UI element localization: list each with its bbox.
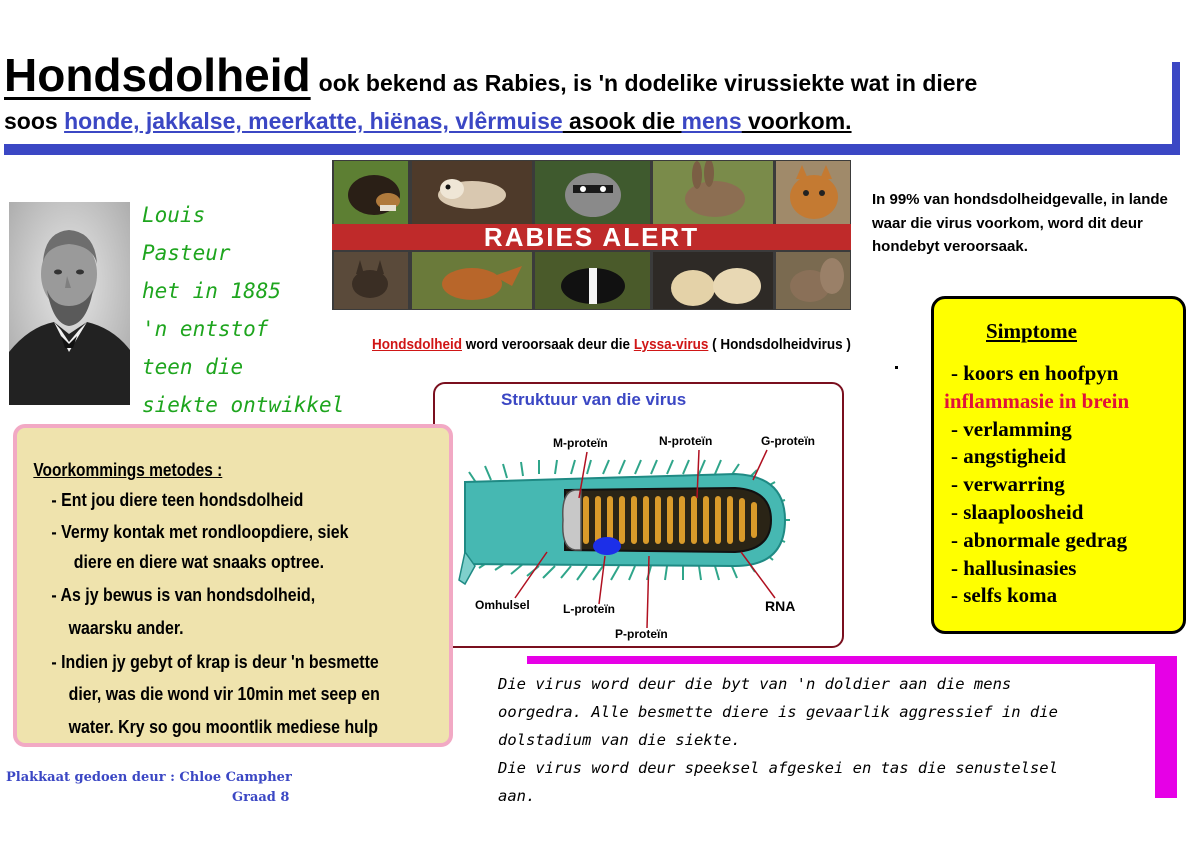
raccoon-icon: [535, 161, 650, 224]
l-protein-blob: [593, 537, 621, 555]
title-line2-end: voorkom.: [741, 108, 852, 134]
label-rna: RNA: [765, 598, 796, 614]
symptom-item: - verwarring: [951, 472, 1065, 497]
label-omhulsel: Omhulsel: [475, 598, 530, 612]
page-title: Hondsdolheid: [4, 49, 311, 101]
symptoms-box: [931, 296, 1186, 634]
transmission-line: Die virus word deur die byt van 'n doldier aan die mens: [498, 675, 1012, 693]
prevention-line: diere en diere wat snaaks optree.: [73, 551, 325, 572]
skunk-icon: [535, 252, 650, 309]
rabbit-photo: [653, 161, 773, 224]
mens-link[interactable]: mens: [681, 108, 742, 134]
labrador-photo: [653, 252, 773, 309]
fox-icon: [412, 252, 532, 309]
raccoon-photo: [535, 161, 650, 224]
bat-photo: [334, 252, 408, 309]
pasteur-text: [142, 196, 344, 424]
symptom-item: inflammasie in brein: [944, 388, 1130, 413]
title-line-2: [4, 108, 852, 135]
stray-dot: [895, 366, 898, 369]
header-bar-bottom: [4, 144, 1180, 155]
pasteur-line: siekte ontwikkel: [142, 393, 345, 417]
squirrel-photo: [776, 252, 850, 309]
fox-photo: [412, 252, 532, 309]
rabies-alert-band: [332, 221, 851, 252]
symptom-item: - angstigheid: [951, 444, 1066, 469]
ferret-icon: [412, 161, 532, 224]
prevention-line: - Ent jou diere teen hondsdolheid: [51, 489, 304, 510]
prevention-line: - Vermy kontak met rondloopdiere, siek: [51, 521, 349, 542]
cat-photo: [776, 161, 850, 224]
symptom-item: - verlamming: [951, 416, 1072, 441]
dog-icon: [334, 161, 408, 224]
nucleoprotein-coils: [583, 496, 757, 544]
credit-grade: Graad 8: [232, 790, 290, 805]
virus-cap: [563, 490, 581, 550]
rabies-alert-collage: [332, 160, 851, 310]
pasteur-line: 'n entstof: [142, 317, 269, 341]
title-line-1: [4, 48, 977, 102]
label-n-protein: N-proteïn: [659, 434, 713, 448]
symptom-item: - abnormale gedrag: [951, 527, 1128, 552]
cause-line: [372, 336, 851, 353]
title-rest: ook bekend as Rabies, is 'n dodelike virussiekte wat in diere: [318, 70, 978, 96]
credit-author: Plakkaat gedoen deur : Chloe Campher: [6, 770, 292, 785]
transmission-line: aan.: [498, 787, 536, 805]
label-g-protein: G-proteïn: [761, 434, 815, 448]
squirrel-icon: [776, 252, 850, 309]
prevention-line: waarsku ander.: [68, 617, 184, 638]
symptom-item: - selfs koma: [951, 583, 1058, 608]
cat-icon: [776, 161, 850, 224]
transmission-line: oorgedra. Alle besmette diere is gevaarlik aggressief in die: [498, 703, 1058, 721]
cause-end: ( Hondsdolheidvirus ): [708, 336, 851, 353]
label-l-protein: L-proteïn: [563, 602, 615, 616]
symptoms-list: [944, 360, 1130, 610]
pasteur-line: Louis: [142, 203, 206, 227]
symptom-item: - hallusinasies: [951, 555, 1077, 580]
skunk-photo: [535, 252, 650, 309]
ferret-photo: [412, 161, 532, 224]
prevention-line: - Indien jy gebyt of krap is deur 'n besmette: [51, 651, 379, 672]
dog-photo: [334, 161, 408, 224]
rabbit-icon: [653, 161, 773, 224]
symptoms-title: Simptome: [986, 319, 1077, 343]
pasteur-portrait-drawing: [9, 202, 130, 405]
prevention-line: dier, was die wond vir 10min met seep en: [68, 683, 380, 704]
transmission-line: Die virus word deur speeksel afgeskei en tas die senustelsel: [498, 759, 1058, 777]
symptom-item: - slaaploosheid: [951, 499, 1084, 524]
cause-virus: Lyssa-virus: [633, 336, 709, 353]
title-line2-mid: asook die: [562, 108, 682, 134]
magenta-bar-right: [1155, 656, 1177, 798]
cause-term: Hondsdolheid: [372, 336, 462, 353]
animals-link[interactable]: honde, jakkalse, meerkatte, hiënas, vlêrmuise: [64, 108, 563, 134]
cause-mid: word veroorsaak deur die: [462, 336, 634, 353]
labrador-icon: [653, 252, 773, 309]
pasteur-line: Pasteur: [142, 241, 231, 265]
prevention-line: water. Kry so gou moontlik mediese hulp: [68, 716, 379, 737]
percent-text: In 99% van hondsdolheidgevalle, in lande waar die virus voorkom, word dit deur hondebyt veroorsaak.: [872, 191, 1168, 255]
virus-title: Struktuur van die virus: [501, 390, 687, 409]
label-m-protein: M-proteïn: [553, 436, 608, 450]
title-line2-prefix: soos: [4, 108, 65, 134]
bat-icon: [334, 252, 408, 309]
pasteur-portrait: [9, 202, 130, 405]
prevention-title: Voorkommings metodes :: [33, 460, 223, 480]
symptom-item: - koors en hoofpyn: [951, 361, 1119, 385]
virus-structure-box: [433, 382, 844, 648]
pasteur-line: het in 1885: [142, 279, 282, 303]
rabies-alert-text: RABIES ALERT: [483, 221, 700, 252]
header-bar-right: [1172, 62, 1180, 154]
pasteur-line: teen die: [142, 355, 244, 379]
prevention-line: - As jy bewus is van hondsdolheid,: [51, 584, 316, 605]
magenta-bar-top: [527, 656, 1177, 664]
prevention-box: [13, 424, 453, 747]
transmission-text: [498, 670, 1148, 810]
label-p-protein: P-proteïn: [615, 627, 668, 641]
transmission-line: dolstadium van die siekte.: [498, 731, 741, 749]
